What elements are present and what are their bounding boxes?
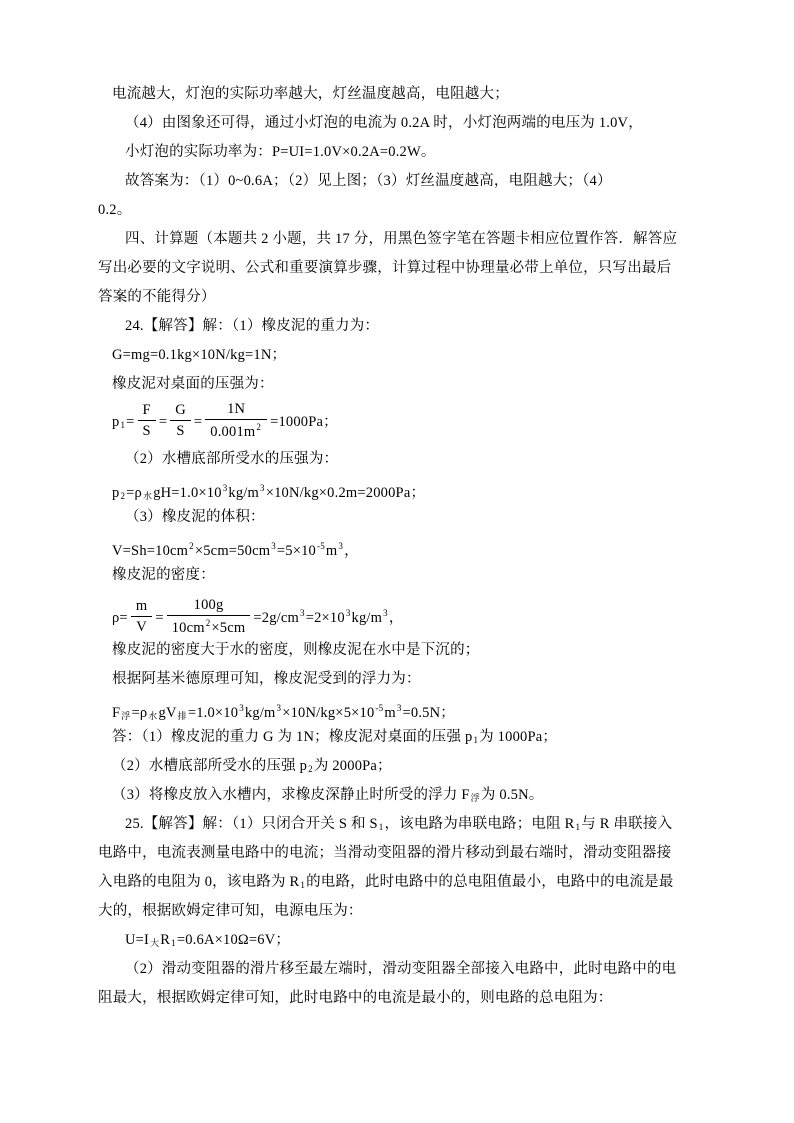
document-line <box>98 532 698 561</box>
superscript: 3 <box>271 541 276 551</box>
subscript: 水 <box>142 491 153 501</box>
text-run: F <box>112 705 121 721</box>
document-line <box>98 561 698 590</box>
document-line <box>98 196 698 225</box>
document-line <box>98 109 698 138</box>
text-run: 100g <box>193 596 224 613</box>
text-run: ×5cm <box>211 620 246 637</box>
document-line <box>98 723 698 752</box>
document-line <box>98 897 698 926</box>
subscript: 浮 <box>121 711 131 721</box>
document-line <box>98 868 698 897</box>
subscript: 1 <box>473 735 479 745</box>
text-run: （2）水槽底部所受水的压强为： <box>125 451 339 467</box>
text-run: 1N <box>227 400 246 417</box>
fraction <box>131 598 152 636</box>
superscript: -5 <box>317 541 325 551</box>
text-run: =5×10 <box>276 543 317 559</box>
text-run: m <box>325 543 338 559</box>
fraction-numerator <box>131 598 152 618</box>
document-line <box>98 810 698 839</box>
document-body <box>98 80 698 1013</box>
document-line <box>98 636 698 665</box>
text-run: G <box>175 401 186 418</box>
text-run: 入电路的电阻为 0，该电路为 R <box>98 874 300 890</box>
text-run: p <box>112 485 120 501</box>
text-run: （2）水槽底部所受水的压强 p <box>112 758 308 774</box>
text-run: 0.001m <box>210 424 256 441</box>
fraction-numerator <box>170 402 191 422</box>
text-run: （4）由图象还可得，通过小灯泡的电流为 0.2A 时，小灯泡两端的电压为 1.0V， <box>125 115 643 131</box>
superscript: 3 <box>260 483 265 493</box>
text-run: 写出必要的文字说明、公式和重要演算步骤，计算过程中协理量必带上单位，只写出最后 <box>98 260 672 276</box>
text-run: =1000Pa； <box>270 414 338 430</box>
superscript: 3 <box>300 608 305 618</box>
text-run: 0.2。 <box>98 202 132 218</box>
superscript: 3 <box>345 608 351 618</box>
document-line <box>98 590 698 636</box>
document-line <box>98 474 698 503</box>
document-line <box>98 80 698 109</box>
text-run: 橡皮泥的密度： <box>112 567 215 583</box>
text-run: V <box>136 619 147 636</box>
superscript: -5 <box>375 703 384 713</box>
document-line <box>98 955 698 984</box>
subscript: 1 <box>378 822 384 832</box>
document-line <box>98 138 698 167</box>
superscript: 3 <box>396 703 402 713</box>
fraction-denominator <box>167 616 251 637</box>
text-run: kg/m <box>244 705 276 721</box>
text-run: ×5cm=50cm <box>194 543 271 559</box>
fraction-denominator <box>205 420 267 441</box>
text-run: =0.6A×10Ω=6V； <box>176 932 291 948</box>
text-run: U=I <box>125 932 150 948</box>
text-run: kg/m <box>228 485 260 501</box>
text-run: 四、计算题（本题共 2 小题，共 17 分，用黑色签字笔在答题卡相应位置作答．解答应 <box>125 231 678 247</box>
text-run: =ρ <box>126 485 142 501</box>
text-run: ， <box>388 610 404 626</box>
text-run: ，该电路为串联电路；电阻 R <box>384 816 575 832</box>
document-line <box>98 665 698 694</box>
fraction-denominator <box>138 421 156 440</box>
superscript: 3 <box>383 608 388 618</box>
fraction-numerator <box>138 402 156 422</box>
text-run: 25.【解答】解：（1）只闭合开关 S 和 S <box>125 816 378 832</box>
fraction <box>170 402 191 440</box>
subscript: 1 <box>300 880 306 890</box>
fraction <box>167 597 251 637</box>
document-line <box>98 283 698 312</box>
fraction-denominator <box>170 421 191 440</box>
document-line <box>98 445 698 474</box>
document-line <box>98 399 698 445</box>
text-run: = <box>155 610 164 626</box>
text-run: V=Sh=10cm <box>112 543 189 559</box>
text-run: 故答案为：（1）0~0.6A；（2）见上图；（3）灯丝温度越高，电阻越大；（4） <box>125 173 612 189</box>
text-run: 橡皮泥的密度大于水的密度，则橡皮泥在水中是下沉的； <box>112 642 480 658</box>
text-run: 10cm <box>171 620 205 637</box>
text-run: 为 1000Pa； <box>479 729 558 745</box>
fraction-denominator <box>131 617 152 636</box>
document-line <box>98 312 698 341</box>
subscript: 浮 <box>470 793 480 803</box>
text-run: ， <box>344 543 359 559</box>
text-run: 小灯泡的实际功率为：P=UI=1.0V×0.2A=0.2W。 <box>125 144 436 160</box>
superscript: 3 <box>239 703 244 713</box>
text-run: =2×10 <box>305 610 345 626</box>
document-line <box>98 225 698 254</box>
text-run: 24.【解答】解：（1）橡皮泥的重力为： <box>125 318 380 334</box>
document-line <box>98 839 698 868</box>
subscript: 排 <box>177 711 187 721</box>
text-run: S <box>176 423 185 440</box>
text-run: ρ= <box>112 610 128 626</box>
text-run: = <box>126 414 135 430</box>
text-run: m <box>384 705 396 721</box>
text-run: ×10N/kg×5×10 <box>282 705 375 721</box>
subscript: 水 <box>148 711 158 721</box>
subscript: 1 <box>120 420 126 430</box>
text-run: 的电路，此时电路中的总电阻值最小，电路中的电流是最 <box>306 874 674 890</box>
text-run: 与 R 串联接入 <box>581 816 673 832</box>
text-run: m <box>135 597 148 614</box>
text-run: 阻最大，根据欧姆定律可知，此时电路中的电流是最小的，则电路的总电阻为： <box>98 990 613 1006</box>
document-line <box>98 694 698 723</box>
text-run: =2g/cm <box>253 610 299 626</box>
superscript: 2 <box>205 618 211 629</box>
text-run: 答案的不能得分） <box>98 289 216 305</box>
text-run: 根据阿基米德原理可知，橡皮泥受到的浮力为： <box>112 671 421 687</box>
text-run: 大的，根据欧姆定律可知，电源电压为： <box>98 903 363 919</box>
text-run: ×10N/kg×0.2m=2000Pa； <box>265 485 426 501</box>
fraction <box>138 402 156 440</box>
subscript: 2 <box>308 764 313 774</box>
subscript: 2 <box>120 491 126 501</box>
text-run: kg/m <box>351 610 383 626</box>
document-line <box>98 752 698 781</box>
text-run: =1.0×10 <box>187 705 239 721</box>
superscript: 3 <box>222 483 228 493</box>
text-run: gV <box>158 705 177 721</box>
text-run: gH=1.0×10 <box>153 485 222 501</box>
fraction <box>205 401 267 441</box>
text-run: （3）将橡皮放入水槽内，求橡皮深静止时所受的浮力 F <box>112 787 470 803</box>
text-run: S <box>142 423 151 440</box>
superscript: 3 <box>338 541 344 551</box>
text-run: p <box>112 414 120 430</box>
document-line <box>98 984 698 1013</box>
text-run: = <box>193 414 203 430</box>
text-run: = <box>158 414 168 430</box>
subscript: 1 <box>575 822 581 832</box>
text-run: （2）滑动变阻器的滑片移至最左端时，滑动变阻器全部接入电路中，此时电路中的电 <box>125 961 677 977</box>
text-run: G=mg=0.1kg×10N/kg=1N； <box>112 347 287 363</box>
text-run: 为 2000Pa； <box>313 758 392 774</box>
superscript: 2 <box>189 541 194 551</box>
text-run: 电路中，电流表测量电路中的电流；当滑动变阻器的滑片移动到最右端时，滑动变阻器接 <box>98 845 672 861</box>
document-line <box>98 167 698 196</box>
fraction-numerator <box>205 401 267 421</box>
document-line <box>98 503 698 532</box>
fraction-numerator <box>167 597 251 617</box>
subscript: 大 <box>150 938 160 948</box>
text-run: 橡皮泥对桌面的压强为： <box>112 376 274 392</box>
text-run: R <box>160 932 171 948</box>
document-line <box>98 254 698 283</box>
text-run: 为 0.5N。 <box>480 787 544 803</box>
superscript: 2 <box>256 422 262 433</box>
text-run: 电流越大，灯泡的实际功率越大，灯丝温度越高，电阻越大； <box>112 86 509 102</box>
document-line <box>98 341 698 370</box>
document-line <box>98 370 698 399</box>
text-run: =ρ <box>131 705 148 721</box>
superscript: 3 <box>276 703 282 713</box>
text-run: 答：（1）橡皮泥的重力 G 为 1N；橡皮泥对桌面的压强 p <box>112 729 473 745</box>
document-line <box>98 781 698 810</box>
text-run: （3）橡皮泥的体积： <box>125 509 265 525</box>
subscript: 1 <box>171 938 176 948</box>
text-run: F <box>142 401 151 418</box>
document-line <box>98 926 698 955</box>
text-run: =0.5N； <box>402 705 455 721</box>
